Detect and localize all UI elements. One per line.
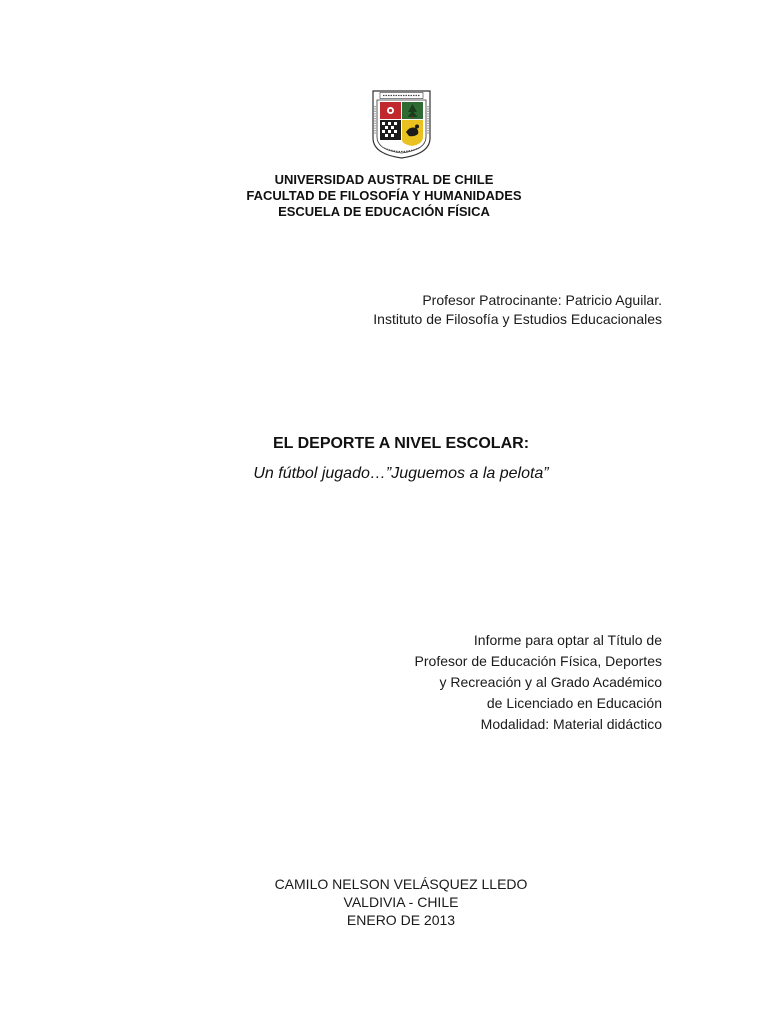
thesis-title: EL DEPORTE A NIVEL ESCOLAR: [272,435,530,452]
sponsor-institute: Instituto de Filosofía y Estudios Educacionales [373,311,662,327]
degree-modality: Modalidad: Material didáctico [480,716,662,732]
degree-line: y Recreación y al Grado Académico [439,674,662,690]
sponsor-professor: Profesor Patrocinante: Patricio Aguilar. [422,292,662,308]
institution-header [0,172,768,220]
author-name: CAMILO NELSON VELÁSQUEZ LLEDO [274,876,528,892]
submission-date: ENERO DE 2013 [346,912,456,928]
sponsor-block [373,291,662,329]
university-crest-logo [370,88,433,160]
author-block [0,875,768,929]
university-name: UNIVERSIDAD AUSTRAL DE CHILE [274,172,494,187]
school-name: ESCUELA DE EDUCACIÓN FÍSICA [278,204,490,219]
thesis-title-block [0,434,768,484]
degree-line: Informe para optar al Título de [473,632,662,648]
degree-line: Profesor de Educación Física, Deportes [414,653,662,669]
thesis-subtitle: Un fútbol jugado…”Juguemos a la pelota” [253,465,549,482]
faculty-name: FACULTAD DE FILOSOFÍA Y HUMANIDADES [246,188,522,203]
degree-line: de Licenciado en Educación [486,695,662,711]
degree-statement [415,630,662,735]
author-location: VALDIVIA - CHILE [343,894,459,910]
